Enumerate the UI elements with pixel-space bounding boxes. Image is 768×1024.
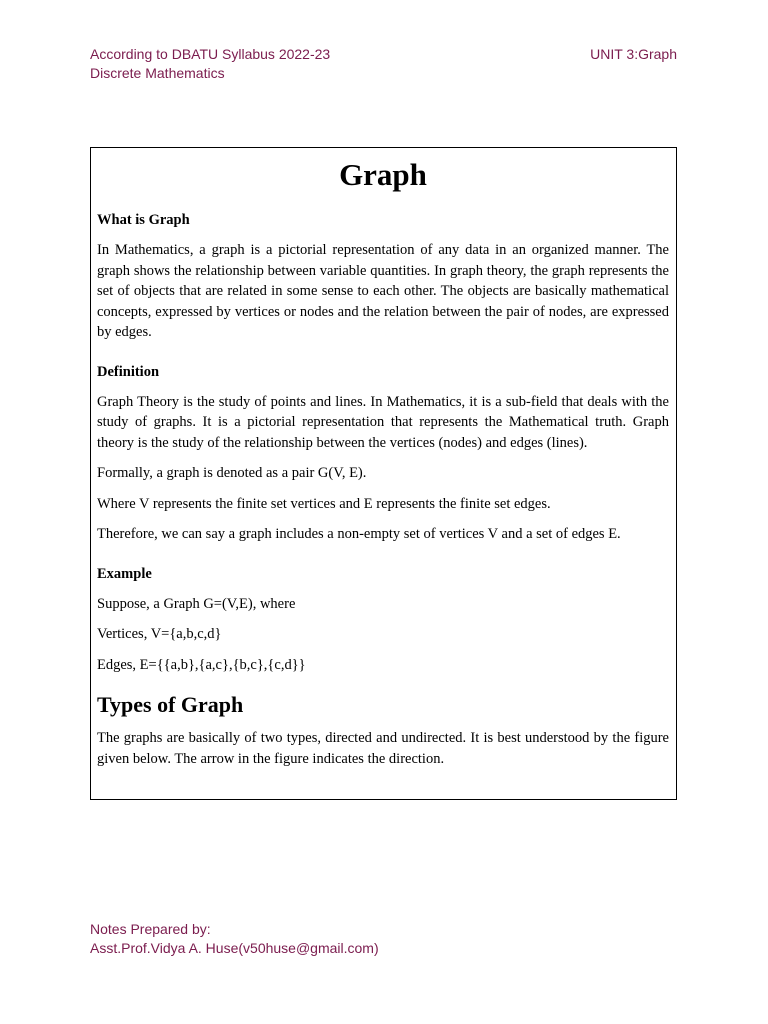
page-title: Graph [339, 157, 427, 192]
footer [90, 920, 379, 958]
example-line-2: Vertices, V={a,b,c,d} [97, 626, 222, 642]
author-credit: Asst.Prof.Vidya A. Huse(v50huse@gmail.com) [90, 940, 379, 956]
where-paragraph: Where V represents the finite set vertices and E represents the finite set edges. [97, 495, 551, 512]
syllabus-label: According to DBATU Syllabus 2022-23 [90, 46, 331, 62]
what-is-graph-heading: What is Graph [97, 212, 190, 228]
subject-label: Discrete Mathematics [90, 65, 225, 81]
example-line-1: Suppose, a Graph G=(V,E), where [97, 595, 296, 612]
example-line-3: Edges, E={{a,b},{a,c},{b,c},{c,d}} [97, 656, 306, 673]
types-paragraph: The graphs are basically of two types, directed and undirected. It is best understood by the figure given below. The arrow in the figure indicates the direction. [97, 730, 669, 767]
therefore-paragraph: Therefore, we can say a graph includes a non-empty set of vertices V and a set of edges E. [97, 526, 621, 542]
definition-heading: Definition [97, 363, 160, 380]
notes-prepared-label: Notes Prepared by: [90, 921, 211, 937]
header-left [90, 45, 330, 83]
types-of-graph-heading: Types of Graph [97, 692, 244, 717]
unit-label: UNIT 3:Graph [590, 46, 677, 62]
definition-paragraph: Graph Theory is the study of points and lines. In Mathematics, it is a sub-field that deals with the study of graphs. It is a pictorial representation that represents the Mathematical truth. Graph theory is the study of the relationship between the vertices (nodes) and edges (lines). [97, 393, 669, 451]
formal-paragraph: Formally, a graph is denoted as a pair G(V, E). [97, 465, 367, 481]
example-heading: Example [97, 565, 152, 582]
content-box [90, 147, 677, 800]
what-is-graph-paragraph: In Mathematics, a graph is a pictorial representation of any data in an organized manner. The graph shows the relationship between variable quantities. In graph theory, the graph represents the set of objects that are related in some sense to each other. The objects are basically mathematical concepts, expressed by vertices or nodes and the relation between the pair of nodes, are expressed by edges. [97, 242, 669, 340]
